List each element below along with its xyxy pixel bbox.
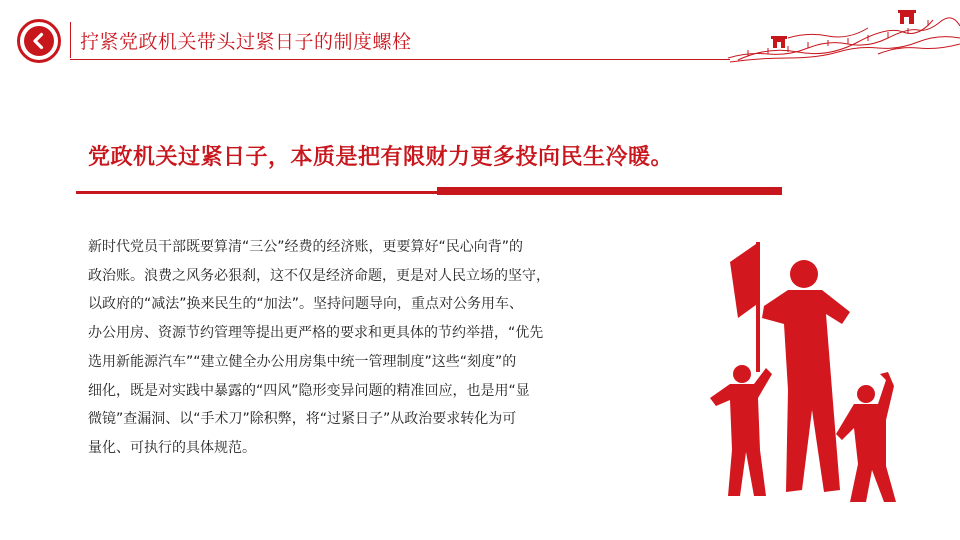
section-headline: 党政机关过紧日子，本质是把有限财力更多投向民生冷暖。 [88, 145, 674, 170]
red-flag-people-silhouette-icon [690, 240, 910, 508]
header-vertical-divider [70, 22, 71, 58]
headline-rule-thin [76, 191, 438, 194]
body-line: 新时代党员干部既要算清“三公”经费的经济账，更要算好“民心向背”的 [88, 239, 524, 255]
header-underline [70, 59, 730, 60]
chevron-left-icon [24, 26, 54, 56]
body-line: 政治账。浪费之风务必狠刹，这不仅是经济命题，更是对人民立场的坚守， [88, 267, 550, 284]
page-title: 拧紧党政机关带头过紧日子的制度螺栓 [80, 31, 412, 53]
body-line: 选用新能源汽车”“建立健全办公用房集中统一管理制度”这些“刻度”的 [88, 353, 517, 370]
back-button[interactable] [17, 19, 61, 63]
body-line: 以政府的“减法”换来民生的“加法”。坚持问题导向，重点对公务用车、 [88, 296, 524, 313]
body-line: 办公用房、资源节约管理等提出更严格的要求和更具体的节约举措，“优先 [88, 325, 544, 342]
great-wall-icon [728, 8, 960, 64]
body-line: 细化，既是对实践中暴露的“四风”隐形变异问题的精准回应，也是用“显 [88, 382, 530, 399]
headline-rule-thick [437, 187, 782, 195]
body-paragraph [88, 233, 636, 463]
body-line: 量化、可执行的具体规范。 [88, 439, 256, 456]
body-line: 微镜”查漏洞、以“手术刀”除积弊，将“过紧日子”从政治要求转化为可 [88, 411, 517, 428]
